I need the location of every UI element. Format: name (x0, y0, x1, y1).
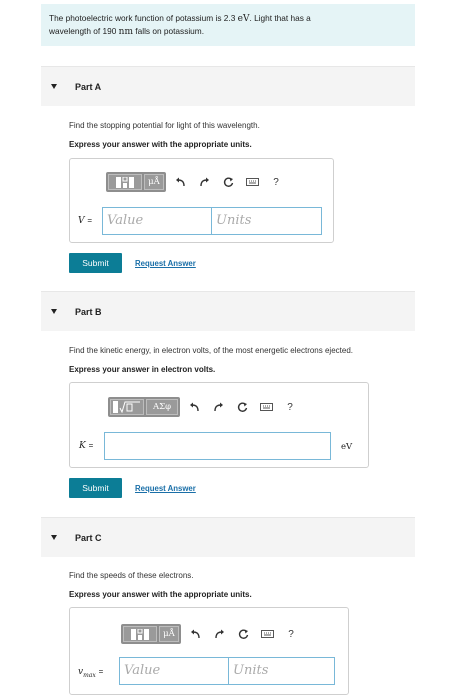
units-input[interactable]: Units (212, 207, 322, 235)
undo-icon[interactable] (184, 397, 204, 417)
equals-sign: = (87, 216, 93, 225)
unit-ev-label: eV (341, 442, 353, 452)
part-a-answer-box (69, 158, 334, 243)
undo-icon[interactable] (170, 172, 190, 192)
var-symbol: v (78, 667, 84, 677)
help-icon[interactable]: ? (287, 401, 293, 413)
value-input[interactable]: Value (102, 207, 212, 235)
value-input[interactable]: Value (119, 657, 229, 685)
part-b-toolbar (108, 397, 300, 417)
problem-line-1 (49, 12, 407, 25)
redo-icon[interactable] (208, 397, 228, 417)
keyboard-icon[interactable] (242, 172, 262, 192)
part-a-instruction: Express your answer with the appropriate units. (69, 140, 252, 149)
micro-units-icon[interactable]: μÅ (144, 174, 164, 190)
help-icon[interactable]: ? (273, 176, 279, 188)
problem-text: . Light that has a (249, 13, 311, 23)
problem-text: falls on potassium. (133, 26, 205, 36)
var-symbol: K (79, 441, 86, 451)
part-b-answer-box (69, 382, 369, 468)
reset-icon[interactable] (218, 172, 238, 192)
variable-vmax-label (78, 667, 103, 679)
template-group (108, 397, 180, 417)
template-group (106, 172, 166, 192)
matrix-template-icon[interactable] (123, 626, 157, 642)
part-a-question: Find the stopping potential for light of this wavelength. (69, 121, 260, 130)
keyboard-icon[interactable] (257, 624, 277, 644)
part-c-header[interactable] (41, 517, 415, 557)
units-input[interactable]: Units (229, 657, 335, 685)
redo-icon[interactable] (209, 624, 229, 644)
part-a-header[interactable] (41, 66, 415, 106)
matrix-template-icon[interactable] (108, 174, 142, 190)
problem-text: The photoelectric work function of potassium is 2.3 (49, 13, 238, 23)
caret-down-icon (51, 535, 57, 540)
part-c-instruction: Express your answer with the appropriate units. (69, 590, 252, 599)
undo-icon[interactable] (185, 624, 205, 644)
part-a-toolbar (106, 172, 286, 192)
variable-k-label (79, 441, 93, 451)
part-a-title: Part A (75, 81, 102, 92)
part-c-toolbar (121, 624, 301, 644)
part-c-title: Part C (75, 532, 102, 543)
caret-down-icon (51, 84, 57, 89)
kinetic-energy-input[interactable] (104, 432, 331, 460)
part-b-header[interactable] (41, 291, 415, 331)
greek-letters-icon[interactable]: ΑΣφ (146, 399, 178, 415)
equals-sign: = (88, 441, 94, 450)
unit-ev: eV (237, 14, 250, 24)
part-c-answer-box (69, 607, 349, 695)
part-b-submit-button[interactable]: Submit (69, 478, 122, 498)
redo-icon[interactable] (194, 172, 214, 192)
part-b-request-answer-link[interactable]: Request Answer (135, 484, 196, 493)
help-icon[interactable]: ? (288, 628, 294, 640)
var-symbol: V (78, 216, 85, 226)
reset-icon[interactable] (233, 624, 253, 644)
part-a-request-answer-link[interactable]: Request Answer (135, 259, 196, 268)
keyboard-icon[interactable] (256, 397, 276, 417)
caret-down-icon (51, 309, 57, 314)
equals-sign: = (98, 667, 104, 676)
micro-units-icon[interactable]: μÅ (159, 626, 179, 642)
problem-text: wavelength of 190 (49, 26, 119, 36)
part-a-submit-button[interactable]: Submit (69, 253, 122, 273)
part-b-title: Part B (75, 306, 102, 317)
reset-icon[interactable] (232, 397, 252, 417)
variable-v-label (78, 216, 92, 226)
part-b-question: Find the kinetic energy, in electron volts, of the most energetic electrons ejected. (69, 346, 353, 355)
part-c-question: Find the speeds of these electrons. (69, 571, 194, 580)
sqrt-template-icon[interactable] (110, 399, 144, 415)
unit-nm: nm (118, 27, 133, 37)
var-subscript: max (83, 671, 96, 679)
template-group (121, 624, 181, 644)
part-b-instruction: Express your answer in electron volts. (69, 365, 216, 374)
problem-statement (41, 4, 415, 46)
problem-line-2 (49, 25, 407, 38)
